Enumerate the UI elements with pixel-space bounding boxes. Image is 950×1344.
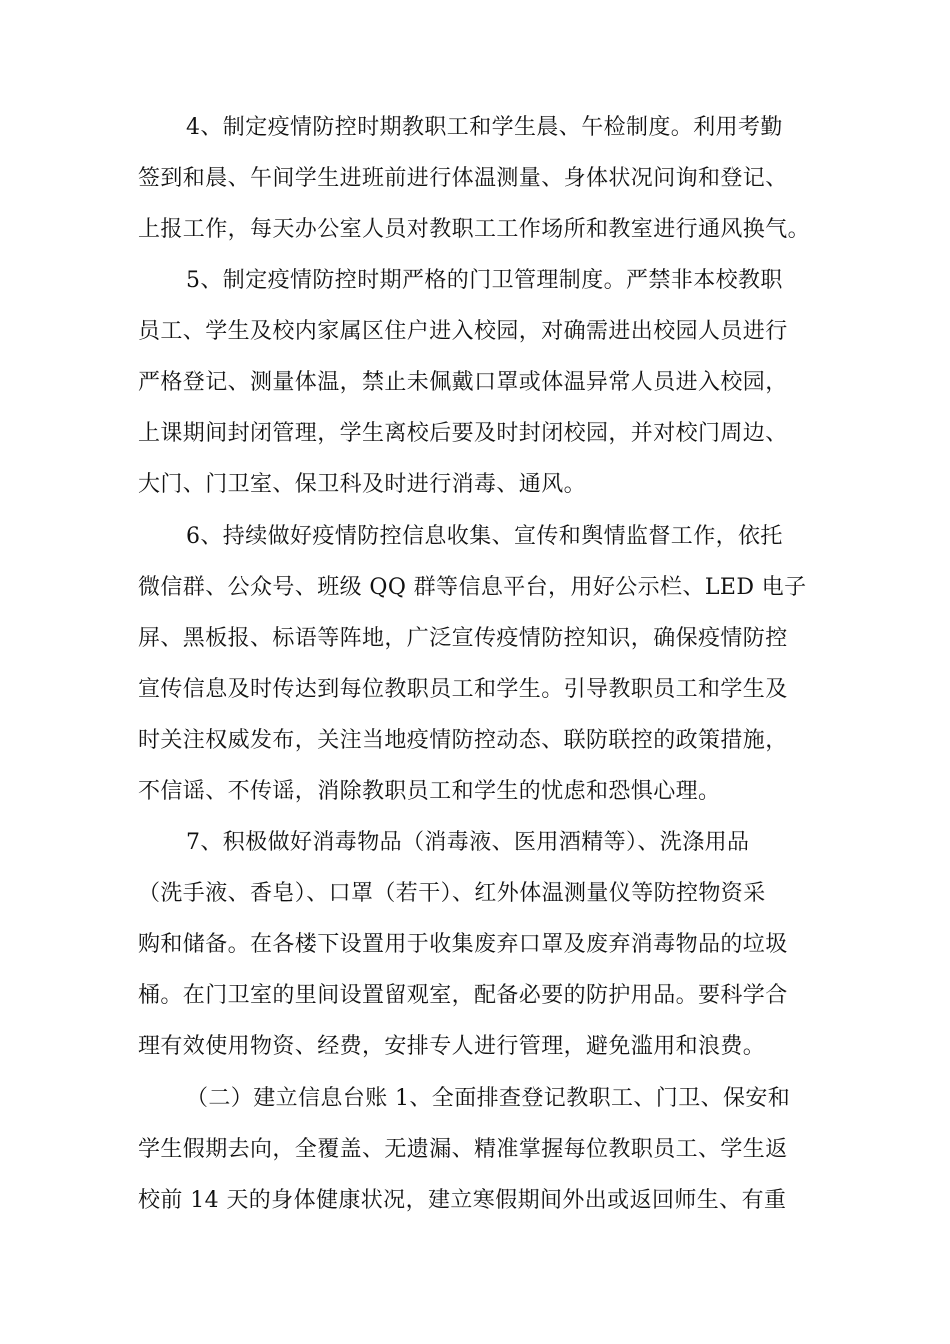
paragraph-7-line-2: （洗手液、香皂）、口罩（若干）、红外体温测量仪等防控物资采 <box>138 881 766 906</box>
paragraph-6-line-4: 宣传信息及时传达到每位教职员工和学生。引导教职员工和学生及 <box>138 677 788 702</box>
paragraph-6-line-3: 屏、黑板报、标语等阵地，广泛宣传疫情防控知识，确保疫情防控 <box>138 626 788 651</box>
paragraph-6-line-6: 不信谣、不传谣，消除教职员工和学生的忧虑和恐惧心理。 <box>138 779 721 804</box>
paragraph-5-line-1: 5、制定疫情防控时期严格的门卫管理制度。严禁非本校教职 <box>186 268 783 293</box>
paragraph-5-line-4: 上课期间封闭管理，学生离校后要及时封闭校园，并对校门周边、 <box>138 421 788 446</box>
paragraph-6-line-1: 6、持续做好疫情防控信息收集、宣传和舆情监督工作，依托 <box>186 524 783 549</box>
paragraph-6-line-2: 微信群、公众号、班级 QQ 群等信息平台，用好公示栏、LED 电子 <box>138 575 807 600</box>
paragraph-5-line-3: 严格登记、测量体温，禁止未佩戴口罩或体温异常人员进入校园， <box>138 370 788 395</box>
paragraph-4-line-3: 上报工作，每天办公室人员对教职工工作场所和教室进行通风换气。 <box>138 217 811 242</box>
paragraph-6-line-5: 时关注权威发布，关注当地疫情防控动态、联防联控的政策措施， <box>138 728 788 753</box>
paragraph-4-line-1: 4、制定疫情防控时期教职工和学生晨、午检制度。利用考勤 <box>186 115 783 140</box>
paragraph-7-line-5: 理有效使用物资、经费，安排专人进行管理，避免滥用和浪费。 <box>138 1034 766 1059</box>
paragraph-5-line-5: 大门、门卫室、保卫科及时进行消毒、通风。 <box>138 472 587 497</box>
paragraph-7-line-3: 购和储备。在各楼下设置用于收集废弃口罩及废弃消毒物品的垃圾 <box>138 932 788 957</box>
paragraph-7-line-4: 桶。在门卫室的里间设置留观室，配备必要的防护用品。要科学合 <box>138 983 788 1008</box>
section-2-line-3: 校前 14 天的身体健康状况，建立寒假期间外出或返回师生、有重 <box>138 1188 787 1213</box>
paragraph-5-line-2: 员工、学生及校内家属区住户进入校园，对确需进出校园人员进行 <box>138 319 788 344</box>
paragraph-7-line-1: 7、积极做好消毒物品（消毒液、医用酒精等）、洗涤用品 <box>186 830 750 855</box>
section-2-line-1: （二）建立信息台账 1、全面排查登记教职工、门卫、保安和 <box>186 1086 791 1111</box>
paragraph-4-line-2: 签到和晨、午间学生进班前进行体温测量、身体状况问询和登记、 <box>138 166 788 191</box>
section-2-line-2: 学生假期去向，全覆盖、无遗漏、精准掌握每位教职员工、学生返 <box>138 1137 788 1162</box>
